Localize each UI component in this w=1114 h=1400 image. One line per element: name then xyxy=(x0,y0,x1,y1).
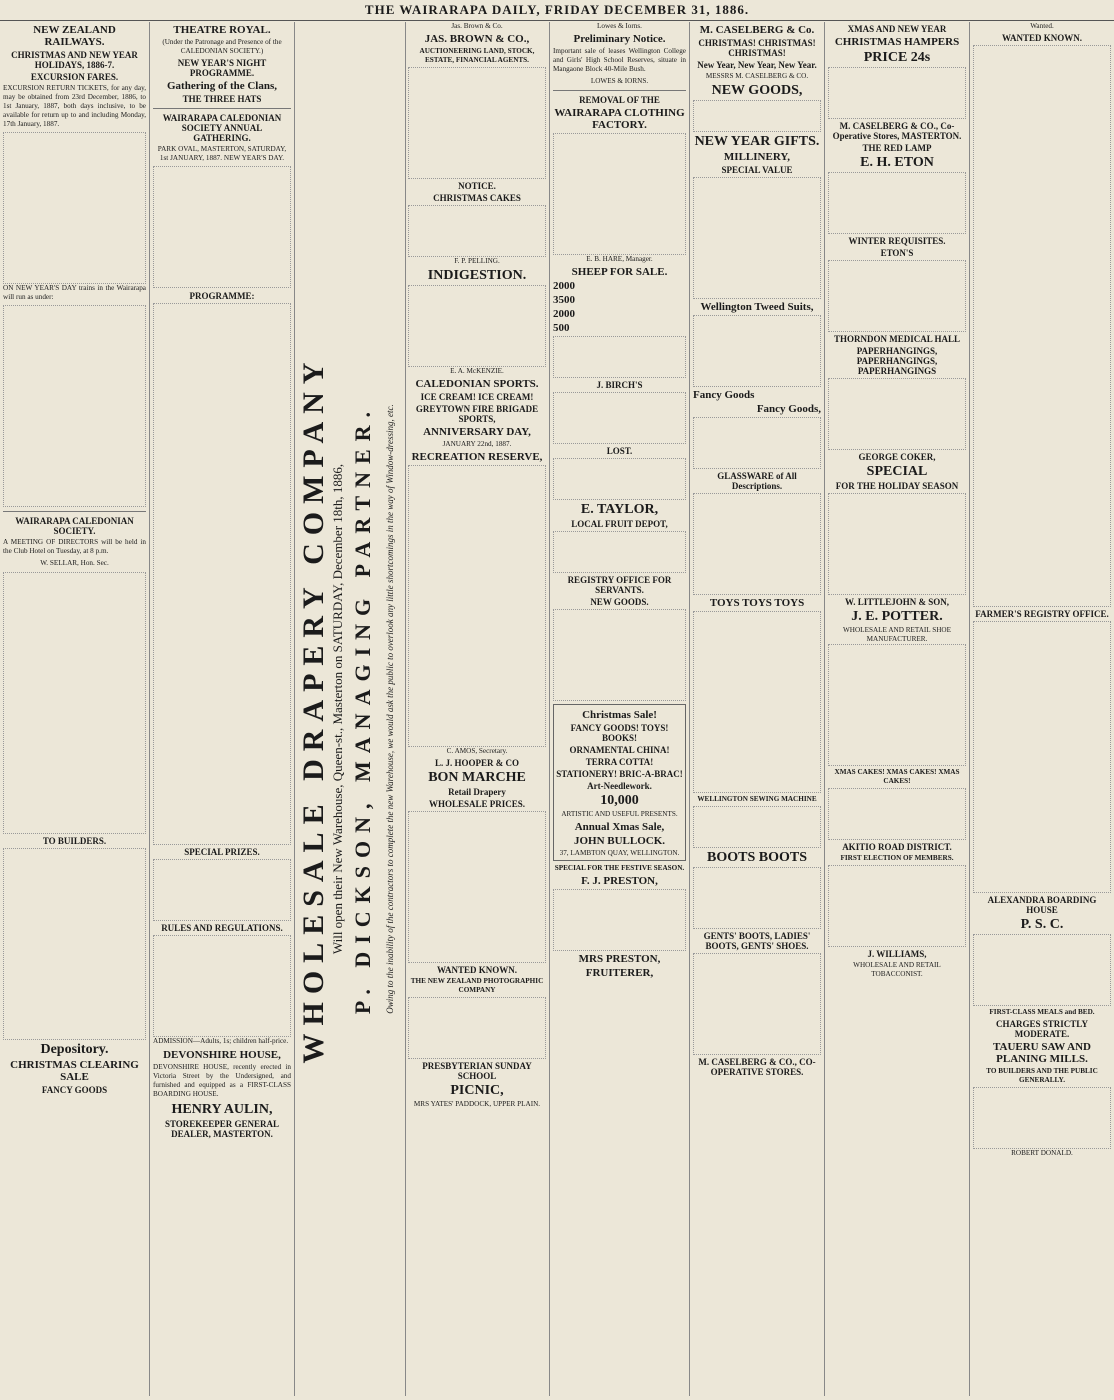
annual-sale: Annual Xmas Sale, xyxy=(574,821,665,833)
excursion-text: EXCURSION RETURN TICKETS, for any day, may be obtained from 23rd December, 1886, to 1st January, 1887, both days inclusive, to be available for return up to and including Monday, 17th January, 1887. xyxy=(3,84,146,128)
prelim-text: Important sale of leases Wellington College and Girls' High School Reserves, situate in Mangaone Block 40-Mile Bush. xyxy=(553,47,686,73)
presbyterian-heading: PRESBYTERIAN SUNDAY SCHOOL xyxy=(422,1061,532,1081)
advert-block xyxy=(3,572,146,834)
caledonian-text: A MEETING OF DIRECTORS will be held in the Club Hotel on Tuesday, at 8 p.m. xyxy=(3,538,146,555)
thorndon-hall: THORNDON MEDICAL HALL xyxy=(833,334,960,344)
caledonian-sports: CALEDONIAN SPORTS. xyxy=(415,378,539,390)
value-block xyxy=(693,177,821,299)
sheep-count-4: 500 xyxy=(553,322,570,334)
special-value: SPECIAL VALUE xyxy=(721,165,793,175)
excursion-heading: EXCURSION FARES. xyxy=(30,72,119,82)
greytown-programme xyxy=(408,465,546,747)
wanted-block xyxy=(973,45,1111,607)
officers-block xyxy=(153,166,291,288)
fancy-toys-books: FANCY GOODS! TOYS! BOOKS! xyxy=(570,723,669,743)
christmas-heading: CHRISTMAS! CHRISTMAS! CHRISTMAS! xyxy=(698,38,816,58)
coker-heading: GEORGE COKER, xyxy=(858,452,936,462)
caledonian-heading: WAIRARAPA CALEDONIAN SOCIETY. xyxy=(15,516,134,536)
gents-block xyxy=(693,953,821,1055)
photo-company: THE NEW ZEALAND PHOTOGRAPHIC COMPANY xyxy=(410,977,544,994)
tweed-block xyxy=(693,315,821,387)
taueru-heading: TAUERU SAW AND PLANING MILLS. xyxy=(992,1041,1091,1065)
bullock-heading: JOHN BULLOCK. xyxy=(573,835,666,847)
banner-title: WHOLESALE DRAPERY COMPANY xyxy=(297,354,330,1064)
caselberg-heading: M. CASELBERG & Co. xyxy=(699,24,815,36)
potter-block xyxy=(828,644,966,766)
boots-heading: BOOTS BOOTS xyxy=(707,850,807,865)
photo-block xyxy=(408,997,546,1059)
wanted-topline: Wanted. xyxy=(1030,22,1054,30)
eton-heading: E. H. ETON xyxy=(860,155,934,170)
hooper-block xyxy=(408,811,546,963)
aulin-subheading: STOREKEEPER GENERAL DEALER, MASTERTON. xyxy=(164,1119,280,1139)
charges-line: CHARGES STRICTLY MODERATE. xyxy=(996,1019,1088,1039)
williams-heading: J. WILLIAMS, xyxy=(867,949,927,959)
newyear-night: NEW YEAR'S NIGHT PROGRAMME. xyxy=(177,58,267,78)
gents-boots: GENTS' BOOTS, LADIES' BOOTS, GENTS' SHOES. xyxy=(703,931,811,951)
caledonian-gathering-sub: PARK OVAL, MASTERTON, SATURDAY, 1st JANUARY, 1887. NEW YEAR'S DAY. xyxy=(157,145,287,162)
tweed-suits: Wellington Tweed Suits, xyxy=(700,301,814,313)
banner-line-3: P. DICKSON, MANAGING PARTNER. xyxy=(350,403,375,1015)
gathering-heading: Gathering of the Clans, xyxy=(167,80,277,92)
xmas-cakes: XMAS CAKES! XMAS CAKES! XMAS CAKES! xyxy=(834,768,960,785)
toys-block xyxy=(693,611,821,793)
column-4 xyxy=(550,22,690,1396)
bon-marche: BON MARCHE xyxy=(428,770,526,785)
cakes-heading: CHRISTMAS CAKES xyxy=(433,193,521,203)
machine-block xyxy=(693,806,821,848)
railways-heading: NEW ZEALAND RAILWAYS. xyxy=(33,24,116,48)
taylor-heading: E. TAYLOR, xyxy=(580,502,659,517)
xmas-newyear: XMAS AND NEW YEAR xyxy=(847,24,947,34)
millinery-heading: MILLINERY, xyxy=(723,151,791,163)
column-6 xyxy=(825,22,970,1396)
anniversary-date: JANUARY 22nd, 1887. xyxy=(442,440,512,448)
christmas-sale: Christmas Sale! xyxy=(582,709,657,721)
clothing-factory: WAIRARAPA CLOTHING FACTORY. xyxy=(554,107,685,131)
timetable-block-2 xyxy=(3,305,146,507)
clothing-block xyxy=(553,133,686,255)
psc-heading: P. S. C. xyxy=(1020,917,1064,932)
special-heading: SPECIAL xyxy=(866,464,928,479)
wanted-known: WANTED KNOWN. xyxy=(1001,33,1082,43)
akitio-heading: AKITIO ROAD DISTRICT. xyxy=(842,842,952,852)
indigestion-block xyxy=(408,285,546,367)
christmas-sale-box xyxy=(553,704,686,861)
column-1 xyxy=(0,22,150,1396)
programme-block xyxy=(153,303,291,845)
messrs-line: MESSRS M. CASELBERG & CO. xyxy=(705,72,809,80)
new-goods-heading: NEW GOODS, xyxy=(711,83,803,98)
sewing-machine: WELLINGTON SEWING MACHINE xyxy=(697,795,817,803)
donald-sign: ROBERT DONALD. xyxy=(1011,1149,1073,1157)
three-hats: THE THREE HATS xyxy=(182,94,262,104)
sheep-heading: SHEEP FOR SALE. xyxy=(571,266,668,278)
littlejohn: W. LITTLEJOHN & SON, xyxy=(845,597,949,607)
wholesale-prices: WHOLESALE PRICES. xyxy=(428,799,526,809)
bullock-address: 37, LAMBTON QUAY, WELLINGTON. xyxy=(559,849,680,857)
column-5 xyxy=(690,22,825,1396)
sheep-count-1: 2000 xyxy=(553,280,575,292)
birch-heading: J. BIRCH'S xyxy=(596,380,643,390)
fancy-goods-heading: FANCY GOODS xyxy=(41,1085,108,1095)
lost-block xyxy=(553,458,686,500)
election-heading: FIRST ELECTION OF MEMBERS. xyxy=(840,854,954,862)
caledonian-gathering: WAIRARAPA CALEDONIAN SOCIETY ANNUAL GATHERING. xyxy=(162,113,282,143)
holiday-season: FOR THE HOLIDAY SEASON xyxy=(835,481,959,491)
railways-subheading: CHRISTMAS AND NEW YEAR HOLIDAYS, 1886-7. xyxy=(11,50,138,70)
programme-heading: PROGRAMME: xyxy=(189,291,255,301)
meals-line: FIRST-CLASS MEALS and BED. xyxy=(989,1008,1095,1016)
goods-block xyxy=(553,609,686,701)
theatre-subheading: (Under the Patronage and Presence of the CALEDONIAN SOCIETY.) xyxy=(162,38,282,55)
boarding-house: ALEXANDRA BOARDING HOUSE xyxy=(987,895,1097,915)
newyear-heading: New Year, New Year, New Year. xyxy=(697,60,817,70)
farmers-registry: FARMER'S REGISTRY OFFICE. xyxy=(975,609,1109,619)
hampers-price: PRICE 24s xyxy=(863,50,931,65)
artistic-presents: ARTISTIC AND USEFUL PRESENTS. xyxy=(561,810,678,818)
tobacconist: WHOLESALE AND RETAIL TOBACCONIST. xyxy=(853,961,941,978)
holiday-block xyxy=(828,493,966,595)
boots-block xyxy=(693,867,821,929)
prizes-block xyxy=(153,859,291,921)
needlework: Art-Needlework. xyxy=(587,781,652,791)
lowes-sign: LOWES & IORNS. xyxy=(590,77,649,85)
lowes-topline: Lowes & Iorns. xyxy=(597,22,642,30)
birch-block xyxy=(553,392,686,444)
picnic-heading: PICNIC, xyxy=(450,1083,504,1098)
amos-sign: C. AMOS, Secretary. xyxy=(446,747,508,755)
pelling-sign: F. P. PELLING. xyxy=(454,257,500,265)
timetable-block xyxy=(3,132,146,284)
artistic-count: 10,000 xyxy=(600,793,639,808)
depository-heading: Depository. xyxy=(40,1042,109,1057)
taylor-block xyxy=(553,531,686,573)
preston-block xyxy=(553,889,686,951)
fancy-goods-1: Fancy Goods xyxy=(693,389,755,401)
jas-heading: JAS. BROWN & CO., xyxy=(424,33,530,45)
farmers-block xyxy=(973,621,1111,893)
jas-subheading: AUCTIONEERING LAND, STOCK, ESTATE, FINANCIAL AGENTS. xyxy=(419,47,535,64)
glass-block xyxy=(693,493,821,595)
cakes-block xyxy=(408,205,546,257)
newyear-trains: ON NEW YEAR'S DAY trains in the Wairarapa will run as under: xyxy=(3,284,146,301)
admission-text: ADMISSION—Adults, 1s; children half-price. xyxy=(153,1037,289,1045)
rules-block xyxy=(153,935,291,1037)
stationery: STATIONERY! BRIC-A-BRAC! xyxy=(556,769,683,779)
sellar-signature: W. SELLAR, Hon. Sec. xyxy=(40,559,109,567)
banner-line-2: Will open their New Warehouse, Queen-st., Masterton on SATURDAY, December 18th, 1886, xyxy=(330,463,345,955)
yates-paddock: MRS YATES' PADDOCK, UPPER PLAIN. xyxy=(413,1100,541,1108)
hare-sign: E. B. HARE, Manager. xyxy=(586,255,653,263)
potter-sub: WHOLESALE AND RETAIL SHOE MANUFACTURER. xyxy=(843,626,951,643)
anniversary-heading: ANNIVERSARY DAY, xyxy=(423,426,531,438)
fancy-goods-2: Fancy Goods, xyxy=(756,403,821,415)
remedy-block xyxy=(828,260,966,332)
banner-line-4: Owing to the inability of the contractors to complete the new Warehouse, we would ask the public to overlook any little shortcomings in the way of Window-dressing, etc. xyxy=(385,404,395,1014)
election-block xyxy=(828,865,966,947)
special-prizes: SPECIAL PRIZES. xyxy=(184,847,260,857)
sheep-count-2: 3500 xyxy=(553,294,575,306)
vertical-banner xyxy=(295,22,406,1396)
gifts-heading: NEW YEAR GIFTS. xyxy=(694,134,820,149)
sheep-block xyxy=(553,336,686,378)
registry-heading: REGISTRY OFFICE FOR SERVANTS. xyxy=(567,575,672,595)
xmas-cakes-block xyxy=(828,788,966,840)
terra-cotta: TERRA COTTA! xyxy=(585,757,654,767)
fruit-depot: LOCAL FRUIT DEPOT, xyxy=(571,519,668,529)
hampers-heading: CHRISTMAS HAMPERS xyxy=(834,36,960,48)
hooper-heading: L. J. HOOPER & CO xyxy=(434,758,519,768)
jas-topline: Jas. Brown & Co. xyxy=(451,22,503,30)
caselberg-block xyxy=(693,100,821,132)
fruiterer: FRUITERER, xyxy=(585,967,654,979)
column-3 xyxy=(405,22,550,1396)
red-lamp: THE RED LAMP xyxy=(862,143,932,153)
ornamental-china: ORNAMENTAL CHINA! xyxy=(569,745,670,755)
aulin-heading: HENRY AULIN, xyxy=(171,1102,273,1117)
builders-heading: TO BUILDERS. xyxy=(42,836,107,846)
hamper-block xyxy=(828,67,966,119)
prelim-heading: Preliminary Notice. xyxy=(573,33,666,45)
festive-heading: SPECIAL FOR THE FESTIVE SEASON. xyxy=(554,864,685,872)
toys-heading: TOYS TOYS TOYS xyxy=(709,597,805,609)
indigestion-heading: INDIGESTION. xyxy=(427,268,527,283)
notice-heading: NOTICE. xyxy=(458,181,496,191)
coop-stores: M. CASELBERG & CO., Co-Operative Stores, MASTERTON. xyxy=(832,121,962,141)
winter-requisites: WINTER REQUISITES. xyxy=(848,236,946,246)
devonshire-text: DEVONSHIRE HOUSE, recently erected in Victoria Street by the Undersigned, and furnished and equipped as a FIRST-CLASS BOARDING HOUSE. xyxy=(153,1063,291,1098)
devonshire-heading: DEVONSHIRE HOUSE, xyxy=(163,1049,281,1061)
psc-block xyxy=(973,934,1111,1006)
advert-block-2 xyxy=(3,848,146,1040)
removal-heading: REMOVAL OF THE xyxy=(579,95,660,105)
reserve-heading: RECREATION RESERVE, xyxy=(411,451,543,463)
greytown-heading: GREYTOWN FIRE BRIGADE SPORTS, xyxy=(415,404,539,424)
fancy-block xyxy=(693,417,821,469)
retail-drapery: Retail Drapery xyxy=(448,787,506,797)
paper-block xyxy=(828,378,966,450)
lost-heading: LOST. xyxy=(606,446,633,456)
jas-block xyxy=(408,67,546,179)
column-7 xyxy=(970,22,1114,1396)
etons-label: ETON'S xyxy=(880,248,914,258)
masthead: THE WAIRARAPA DAILY, FRIDAY DECEMBER 31, 1886. xyxy=(0,0,1114,21)
ice-cream: ICE CREAM! ICE CREAM! xyxy=(420,392,534,402)
paperhangings: PAPERHANGINGS, PAPERHANGINGS, PAPERHANGINGS xyxy=(856,346,938,376)
preston-heading: F. J. PRESTON, xyxy=(581,875,658,887)
potter-heading: J. E. POTTER. xyxy=(851,609,943,624)
eton-block xyxy=(828,172,966,234)
new-goods: NEW GOODS. xyxy=(590,597,649,607)
wanted-known: WANTED KNOWN. xyxy=(436,965,517,975)
mrs-preston: MRS PRESTON, xyxy=(578,953,661,965)
builders-public: TO BUILDERS AND THE PUBLIC GENERALLY. xyxy=(986,1067,1098,1084)
caselberg-footer: M. CASELBERG & CO., CO-OPERATIVE STORES. xyxy=(698,1057,816,1077)
taueru-block xyxy=(973,1087,1111,1149)
glassware: GLASSWARE of All Descriptions. xyxy=(717,471,797,491)
mckenzie-sign: E. A. McKENZIE. xyxy=(450,367,504,375)
rules-heading: RULES AND REGULATIONS. xyxy=(161,923,283,933)
sheep-count-3: 2000 xyxy=(553,308,575,320)
clearing-sale-heading: CHRISTMAS CLEARING SALE xyxy=(10,1059,139,1083)
theatre-heading: THEATRE ROYAL. xyxy=(173,24,271,36)
column-2 xyxy=(150,22,295,1396)
